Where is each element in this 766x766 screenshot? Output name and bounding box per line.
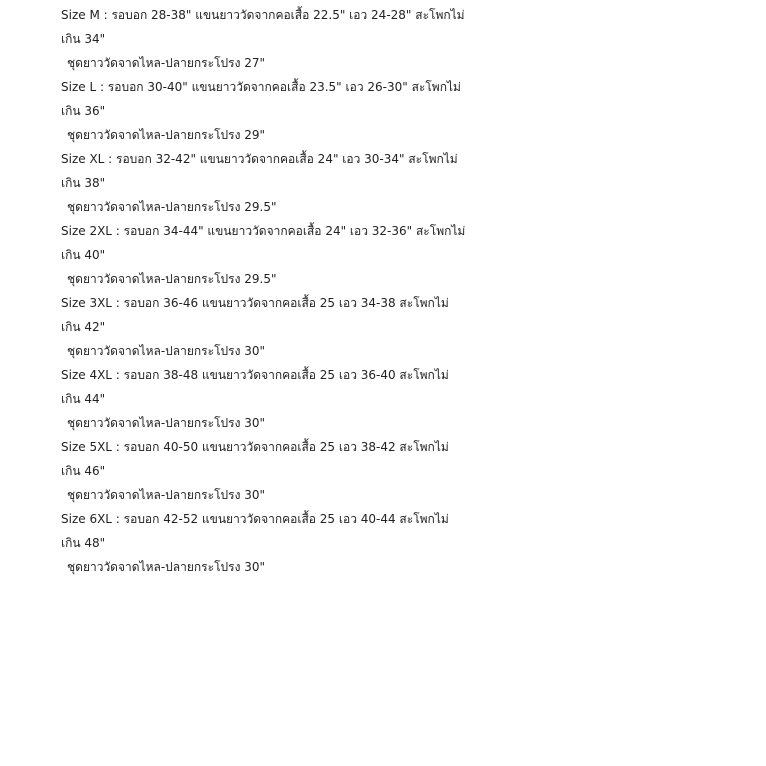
size-3xl-measurements: Size 3XL : รอบอก 36-46 แขนยาววัดจากคอเสื้อ 25 เอว 34-38 สะโพกไม่	[61, 296, 449, 310]
size-l-measurements: Size L : รอบอก 30-40" แขนยาววัดจากคอเสื้อ 23.5" เอว 26-30" สะโพกไม่	[61, 80, 461, 94]
size-l-length: ชุดยาววัดจาดไหล-ปลายกระโปรง 29"	[67, 128, 266, 142]
size-5xl-length: ชุดยาววัดจาดไหล-ปลายกระโปรง 30"	[67, 488, 266, 502]
size-6xl-length: ชุดยาววัดจาดไหล-ปลายกระโปรง 30"	[67, 560, 266, 574]
size-4xl-hip: เกิน 44"	[61, 392, 106, 406]
size-3xl-hip: เกิน 42"	[61, 320, 106, 334]
size-4xl-measurements: Size 4XL : รอบอก 38-48 แขนยาววัดจากคอเสื้อ 25 เอว 36-40 สะโพกไม่	[61, 368, 449, 382]
size-m-measurements: Size M : รอบอก 28-38" แขนยาววัดจากคอเสื้อ 22.5" เอว 24-28" สะโพกไม่	[61, 8, 465, 22]
size-m-hip: เกิน 34"	[61, 32, 106, 46]
size-xl-measurements: Size XL : รอบอก 32-42" แขนยาววัดจากคอเสื้อ 24" เอว 30-34" สะโพกไม่	[61, 152, 458, 166]
size-3xl-length: ชุดยาววัดจาดไหล-ปลายกระโปรง 30"	[67, 344, 266, 358]
size-5xl-measurements: Size 5XL : รอบอก 40-50 แขนยาววัดจากคอเสื้อ 25 เอว 38-42 สะโพกไม่	[61, 440, 449, 454]
size-6xl-measurements: Size 6XL : รอบอก 42-52 แขนยาววัดจากคอเสื้อ 25 เอว 40-44 สะโพกไม่	[61, 512, 449, 526]
size-5xl-hip: เกิน 46"	[61, 464, 106, 478]
size-2xl-hip: เกิน 40"	[61, 248, 106, 262]
size-l-hip: เกิน 36"	[61, 104, 106, 118]
size-chart-document	[61, 3, 701, 579]
size-xl-hip: เกิน 38"	[61, 176, 106, 190]
size-4xl-length: ชุดยาววัดจาดไหล-ปลายกระโปรง 30"	[67, 416, 266, 430]
size-6xl-hip: เกิน 48"	[61, 536, 106, 550]
size-m-length: ชุดยาววัดจาดไหล-ปลายกระโปรง 27"	[67, 56, 266, 70]
size-xl-length: ชุดยาววัดจาดไหล-ปลายกระโปรง 29.5"	[67, 200, 277, 214]
size-2xl-length: ชุดยาววัดจาดไหล-ปลายกระโปรง 29.5"	[67, 272, 277, 286]
size-2xl-measurements: Size 2XL : รอบอก 34-44" แขนยาววัดจากคอเสื้อ 24" เอว 32-36" สะโพกไม่	[61, 224, 466, 238]
